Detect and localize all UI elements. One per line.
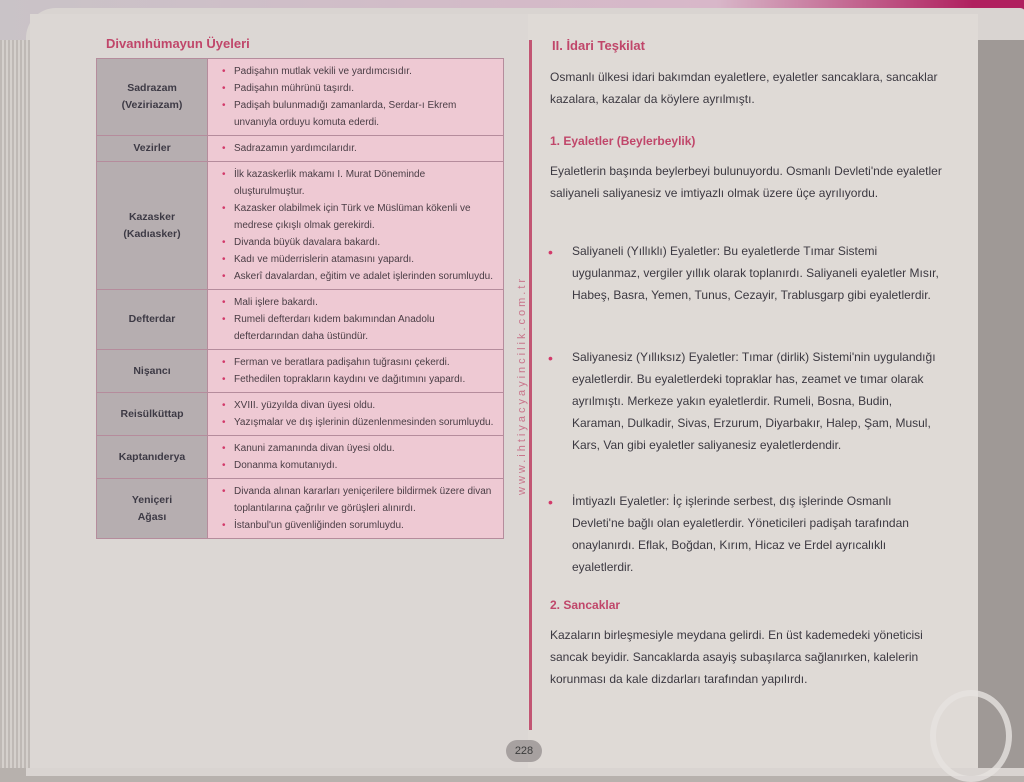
duties-cell <box>208 479 504 539</box>
role-cell: Reisülküttap <box>97 393 208 436</box>
role-cell: Kaptanıderya <box>97 436 208 479</box>
duties-cell <box>208 350 504 393</box>
subheading-sancaklar: 2. Sancaklar <box>550 598 621 612</box>
duties-cell <box>208 136 504 162</box>
duty-item: • Yazışmalar ve dış işlerinin düzenlenmesinden sorumluydu. <box>222 414 497 431</box>
duty-item: • Padişah bulunmadığı zamanlarda, Serdar-ı Ekrem unvanıyla orduyu komuta ederdi. <box>222 97 497 131</box>
intro-paragraph: Osmanlı ülkesi idari bakımdan eyaletlere, eyaletler sancaklara, sancaklar kazalara, kazalar da köylere ayrılmıştı. <box>550 70 938 106</box>
role-cell: Yeniçeri Ağası <box>97 479 208 539</box>
duties-cell <box>208 393 504 436</box>
role-cell: Sadrazam (Veziriazam) <box>97 59 208 136</box>
page-number: 228 <box>506 740 542 762</box>
eyaletler-paragraph: Eyaletlerin başında beylerbeyi bulunuyordu. Osmanlı Devleti'nde eyaletler saliyaneli saliyanesiz ve imtiyazlı olmak üzere üçe ayrılıyordu. <box>550 164 942 200</box>
duty-item: • Padişahın mührünü taşırdı. <box>222 80 497 97</box>
duty-item: • Divanda büyük davalara bakardı. <box>222 234 497 251</box>
duties-cell <box>208 290 504 350</box>
table-row <box>97 290 504 350</box>
page-edge <box>0 40 30 768</box>
duties-cell <box>208 59 504 136</box>
duty-item: • Fethedilen toprakların kaydını ve dağıtımını yapardı. <box>222 371 497 388</box>
duty-item: • Kazasker olabilmek için Türk ve Müslüman kökenli ve medrese çıkışlı olmak gerekirdi. <box>222 200 497 234</box>
duty-item: • Kanuni zamanında divan üyesi oldu. <box>222 440 497 457</box>
table-row <box>97 136 504 162</box>
duty-item: • Ferman ve beratlara padişahın tuğrasını çekerdi. <box>222 354 497 371</box>
duty-item: • Donanma komutanıydı. <box>222 457 497 474</box>
table-row <box>97 350 504 393</box>
role-cell: Defterdar <box>97 290 208 350</box>
subheading-eyaletler: 1. Eyaletler (Beylerbeylik) <box>550 134 696 148</box>
table-row <box>97 393 504 436</box>
bullet-marker: • <box>548 244 553 260</box>
duty-list <box>222 354 497 388</box>
duty-item: • Divanda alınan kararları yeniçerilere bildirmek üzere divan toplantılarına çağrılır ve görüşleri alınırdı. <box>222 483 497 517</box>
duty-item: • İstanbul'un güvenliğinden sorumluydu. <box>222 517 497 534</box>
duty-item: • Padişahın mutlak vekili ve yardımcısıdır. <box>222 63 497 80</box>
duty-list <box>222 440 497 474</box>
duty-item: • Askerî davalardan, eğitim ve adalet işlerinden sorumluydu. <box>222 268 497 285</box>
bullet-saliyaneli: Saliyaneli (Yıllıklı) Eyaletler: Bu eyaletlerde Tımar Sistemi uygulanmaz, vergiler yıllık olarak toplanırdı. Saliyaneli eyaletler Mısır, Habeş, Basra, Yemen, Tunus, Cezayir, Trablusgarp gibi eyaletlerdir. <box>572 244 939 302</box>
table-row <box>97 479 504 539</box>
duty-list <box>222 166 497 285</box>
section-title: Divanıhümayun Üyeleri <box>106 36 250 51</box>
binding-coil <box>930 690 1012 782</box>
duty-item: • İlk kazaskerlik makamı I. Murat Döneminde oluşturulmuştur. <box>222 166 497 200</box>
bullet-saliyanesiz: Saliyanesiz (Yıllıksız) Eyaletler: Tımar (dirlik) Sistemi'nin uygulandığı eyaletlerdir. Bu eyaletlerdeki topraklar has, zeamet ve tımar olarak ayrılmıştı. Merkeze yakın eyaletlerdir. Rumeli, Bosna, Budin, Karaman, Dulkadir, Sivas, Erzurum, Diyarbakır, Halep, Şam, Musul, Kars, Van gibi eyaletler saliyanesiz eyaletlerdendir. <box>572 350 936 452</box>
sancaklar-paragraph: Kazaların birleşmesiyle meydana gelirdi. En üst kademedeki yöneticisi sancak beyidir. Sancaklarda asayiş subaşılarca sağlanırken, kalelerin korunması da kale dizdarları tarafından yapılırdı. <box>550 628 923 686</box>
council-table <box>96 58 504 539</box>
duty-list <box>222 483 497 534</box>
publisher-url: www.ihtiyacyayincilik.com.tr <box>516 275 528 495</box>
role-cell: Kazasker (Kadıasker) <box>97 162 208 290</box>
duty-item: • Mali işlere bakardı. <box>222 294 497 311</box>
duty-list <box>222 397 497 431</box>
duty-item: • Sadrazamın yardımcılarıdır. <box>222 140 497 157</box>
bullet-marker: • <box>548 350 553 366</box>
role-cell: Nişancı <box>97 350 208 393</box>
duty-item: • XVIII. yüzyılda divan üyesi oldu. <box>222 397 497 414</box>
duty-item: • Rumeli defterdarı kıdem bakımından Anadolu defterdarından daha üstündür. <box>222 311 497 345</box>
right-shadow <box>978 40 1024 768</box>
bullet-marker: • <box>548 494 553 510</box>
duties-cell <box>208 162 504 290</box>
bullet-imtiyazli: İmtiyazlı Eyaletler: İç işlerinde serbest, dış işlerinde Osmanlı Devleti'ne bağlı olan eyaletlerdir. Yöneticileri padişah tarafından onaylanırdı. Eflak, Boğdan, Kırım, Hicaz ve Erdel ayrıcalıklı eyaletlerdir. <box>572 494 909 574</box>
duties-cell <box>208 436 504 479</box>
right-heading: II. İdari Teşkilat <box>552 38 645 53</box>
role-cell: Vezirler <box>97 136 208 162</box>
duty-list <box>222 63 497 131</box>
table-row <box>97 436 504 479</box>
table-row <box>97 162 504 290</box>
duty-list <box>222 294 497 345</box>
duty-item: • Kadı ve müderrislerin atamasını yapardı. <box>222 251 497 268</box>
table-row <box>97 59 504 136</box>
duty-list <box>222 140 497 157</box>
